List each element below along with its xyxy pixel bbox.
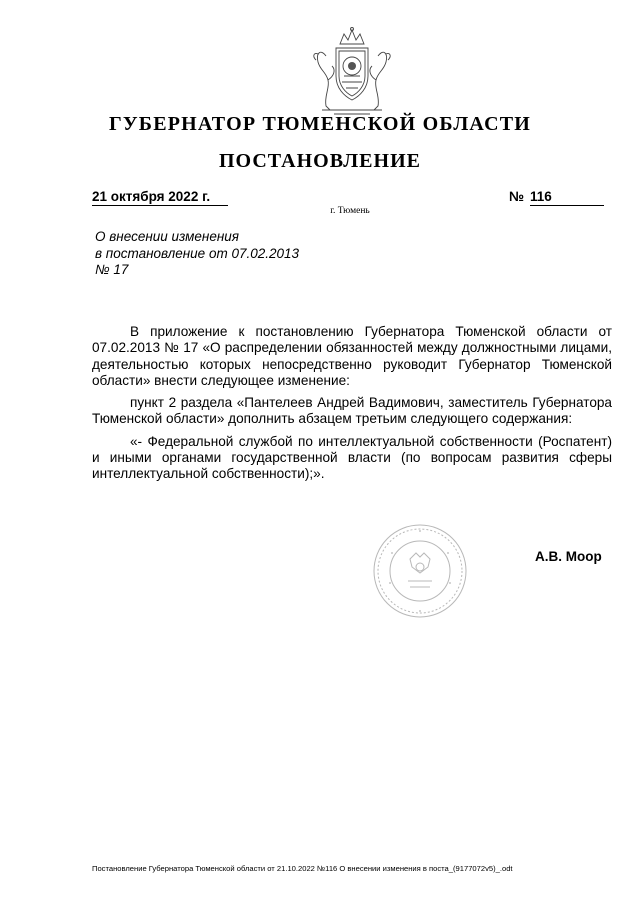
document-body <box>92 324 612 489</box>
footer-filename: Постановление Губернатора Тюменской области от 21.10.2022 №116 О внесении изменения в поста_(9177072v5)_.odt <box>92 864 513 873</box>
document-date: 21 октября 2022 г. <box>92 189 228 206</box>
document-type: ПОСТАНОВЛЕНИЕ <box>219 150 421 172</box>
seal-icon <box>372 523 468 619</box>
body-paragraph: В приложение к постановлению Губернатора Тюменской области от 07.02.2013 № 17 «О распределении обязанностей между должностными лицами, деятельностью которых непосредственно руководит Губернатор Тюменской области» внести следующее изменение: <box>92 324 612 388</box>
document-subject <box>95 229 355 279</box>
body-paragraph: пункт 2 раздела «Пантелеев Андрей Вадимович, заместитель Губернатора Тюменской области» дополнить абзацем третьим следующего содержания: <box>92 395 612 427</box>
body-paragraph: «- Федеральной службой по интеллектуальной собственности (Роспатент) и иными органами государственной власти (по вопросам развития сферы интеллектуальной собственности);». <box>92 433 612 482</box>
subject-line: в постановление от 07.02.2013 <box>95 245 300 261</box>
subject-line: № 17 <box>95 262 129 277</box>
signer-name: А.В. Моор <box>535 549 602 564</box>
document-city: г. Тюмень <box>330 206 370 216</box>
organization-name: ГУБЕРНАТОР ТЮМЕНСКОЙ ОБЛАСТИ <box>108 113 532 135</box>
subject-line: О внесении изменения <box>95 229 240 244</box>
coat-of-arms-icon <box>304 26 400 118</box>
document-number: 116 <box>530 189 604 206</box>
document-number-label: № <box>509 189 525 204</box>
